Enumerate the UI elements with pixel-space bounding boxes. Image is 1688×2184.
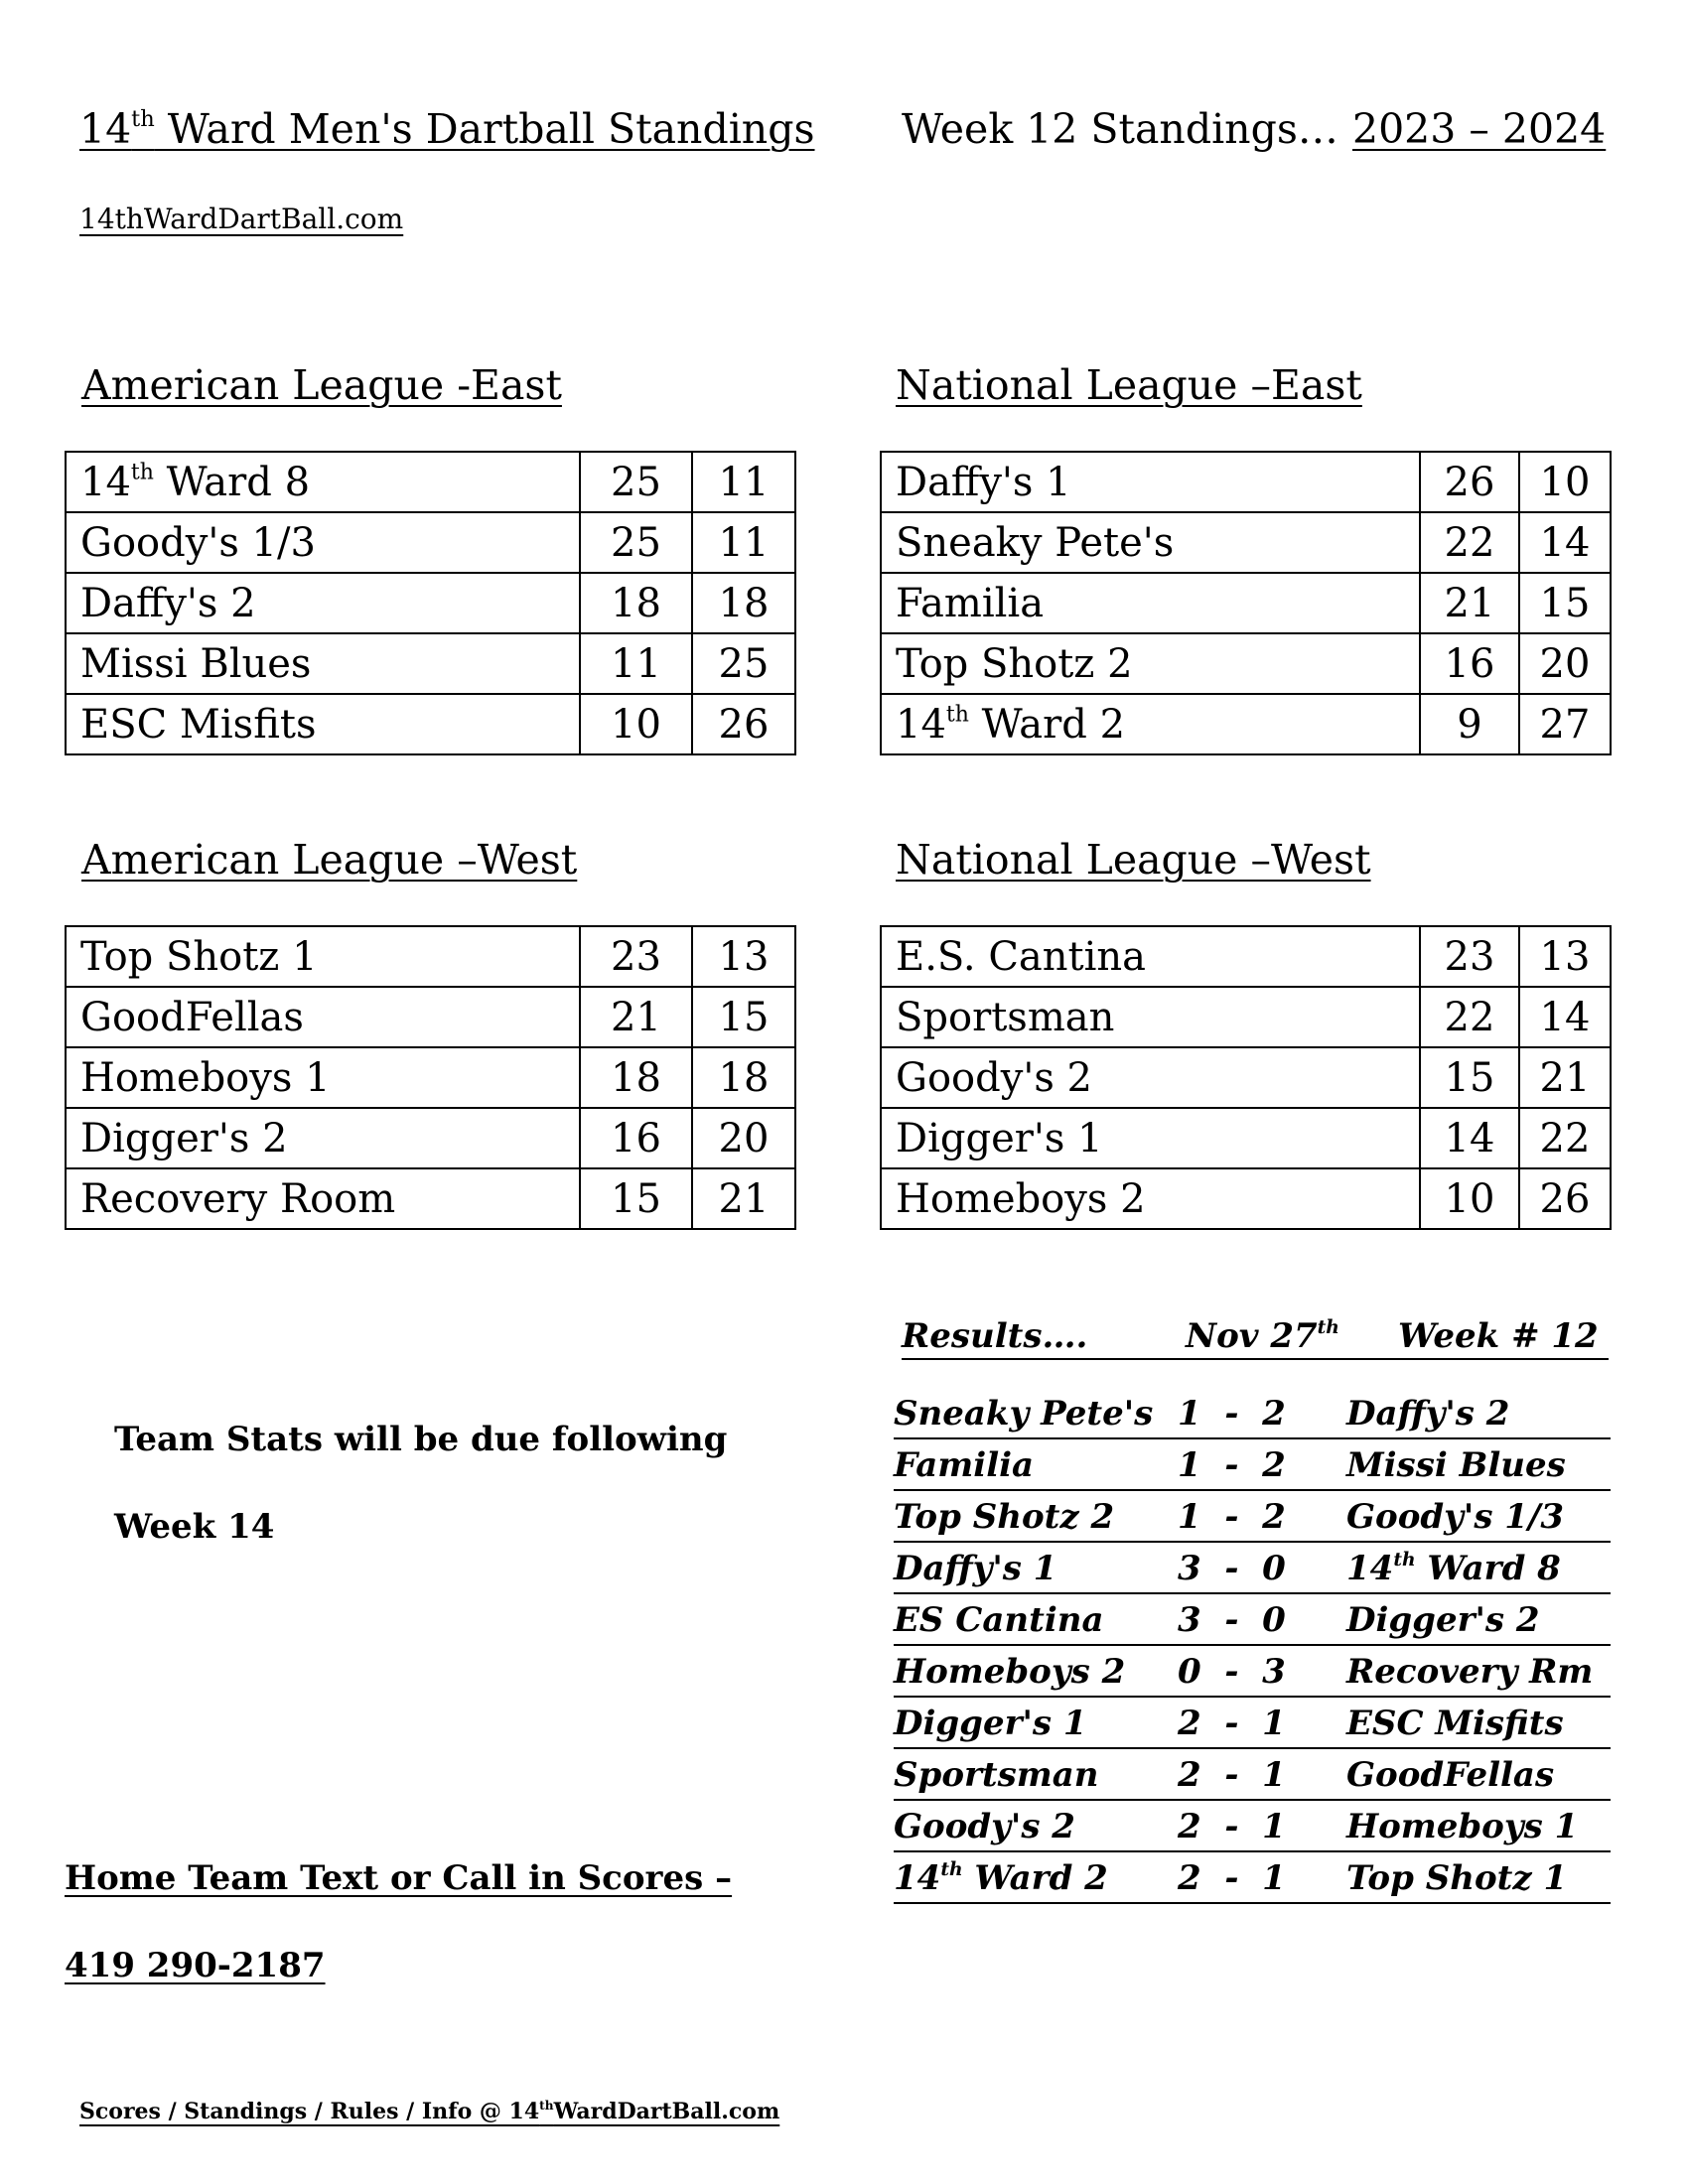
team-name: Homeboys 2 [881, 1168, 1420, 1229]
losses-cell: 20 [1519, 633, 1611, 694]
losses-cell: 20 [692, 1108, 795, 1168]
team-stats-week: Week 14 [114, 1507, 275, 1547]
table-row [66, 987, 795, 1047]
losses-cell: 22 [1519, 1108, 1611, 1168]
wins-cell: 25 [580, 512, 692, 573]
score: 2 - 1 [1178, 1755, 1286, 1795]
table-row [881, 452, 1611, 512]
results-date: Nov 27th [1186, 1315, 1339, 1356]
score: 2 - 1 [1178, 1858, 1286, 1898]
nl-west-title: National League –West [896, 836, 1371, 884]
away-team: ESC Misfits [1346, 1704, 1564, 1743]
team-name: Recovery Room [66, 1168, 580, 1229]
week-label: Week 12 Standings… [902, 105, 1338, 153]
result-row [894, 1545, 1611, 1594]
table-row [881, 926, 1611, 987]
wins-cell: 26 [1420, 452, 1519, 512]
score: 3 - 0 [1178, 1600, 1286, 1640]
table-row [66, 633, 795, 694]
team-name: 14th Ward 8 [66, 452, 580, 512]
table-row [881, 1047, 1611, 1108]
wins-cell: 18 [580, 1047, 692, 1108]
away-team: Top Shotz 1 [1346, 1858, 1568, 1898]
table-row [881, 573, 1611, 633]
wins-cell: 21 [580, 987, 692, 1047]
score: 1 - 2 [1178, 1445, 1286, 1485]
away-team: Goody's 1/3 [1346, 1497, 1565, 1537]
al-east-title: American League -East [81, 361, 562, 409]
losses-cell: 26 [692, 694, 795, 754]
results-header [902, 1316, 1609, 1360]
losses-cell: 18 [692, 573, 795, 633]
results-week: Week # 12 [1398, 1316, 1599, 1356]
home-team: 14th Ward 2 [894, 1857, 1108, 1898]
score: 3 - 0 [1178, 1549, 1286, 1588]
team-name: Familia [881, 573, 1420, 633]
losses-cell: 14 [1519, 512, 1611, 573]
team-stats-note: Team Stats will be due following [114, 1420, 728, 1459]
away-team: Homeboys 1 [1346, 1807, 1579, 1846]
wins-cell: 23 [1420, 926, 1519, 987]
team-name: Top Shotz 2 [881, 633, 1420, 694]
wins-cell: 22 [1420, 512, 1519, 573]
wins-cell: 23 [580, 926, 692, 987]
losses-cell: 27 [1519, 694, 1611, 754]
losses-cell: 15 [1519, 573, 1611, 633]
team-name: Top Shotz 1 [66, 926, 580, 987]
footer-links[interactable]: Scores / Standings / Rules / Info @ 14thWardDartBall.com [79, 2098, 780, 2124]
home-team: Sneaky Pete's [894, 1394, 1154, 1433]
wins-cell: 16 [580, 1108, 692, 1168]
team-name: Sportsman [881, 987, 1420, 1047]
home-team-note: Home Team Text or Call in Scores – [65, 1858, 733, 1898]
score: 1 - 2 [1178, 1497, 1286, 1537]
losses-cell: 26 [1519, 1168, 1611, 1229]
table-row [66, 1047, 795, 1108]
wins-cell: 15 [1420, 1047, 1519, 1108]
nl-east-title: National League –East [896, 361, 1362, 409]
nl-west-table [880, 925, 1612, 1230]
away-team: GoodFellas [1346, 1755, 1555, 1795]
team-name: ESC Misfits [66, 694, 580, 754]
losses-cell: 21 [1519, 1047, 1611, 1108]
losses-cell: 10 [1519, 452, 1611, 512]
wins-cell: 15 [580, 1168, 692, 1229]
away-team: Missi Blues [1346, 1445, 1566, 1485]
table-row [66, 926, 795, 987]
result-row [894, 1854, 1611, 1904]
table-row [66, 452, 795, 512]
score: 2 - 1 [1178, 1704, 1286, 1743]
home-team: Digger's 1 [894, 1704, 1087, 1743]
wins-cell: 11 [580, 633, 692, 694]
losses-cell: 15 [692, 987, 795, 1047]
phone-number[interactable]: 419 290-2187 [65, 1946, 326, 1985]
home-team: Daffy's 1 [894, 1549, 1057, 1588]
losses-cell: 11 [692, 452, 795, 512]
wins-cell: 18 [580, 573, 692, 633]
wins-cell: 25 [580, 452, 692, 512]
team-name: Missi Blues [66, 633, 580, 694]
wins-cell: 10 [1420, 1168, 1519, 1229]
table-row [66, 1108, 795, 1168]
result-row [894, 1751, 1611, 1801]
al-west-table [65, 925, 796, 1230]
wins-cell: 10 [580, 694, 692, 754]
losses-cell: 14 [1519, 987, 1611, 1047]
team-name: Goody's 1/3 [66, 512, 580, 573]
team-name: Daffy's 2 [66, 573, 580, 633]
score: 2 - 1 [1178, 1807, 1286, 1846]
wins-cell: 21 [1420, 573, 1519, 633]
away-team: 14th Ward 8 [1346, 1548, 1561, 1588]
home-team: Top Shotz 2 [894, 1497, 1115, 1537]
losses-cell: 13 [1519, 926, 1611, 987]
losses-cell: 21 [692, 1168, 795, 1229]
wins-cell: 16 [1420, 633, 1519, 694]
losses-cell: 25 [692, 633, 795, 694]
wins-cell: 9 [1420, 694, 1519, 754]
home-team: Familia [894, 1445, 1035, 1485]
table-row [66, 1168, 795, 1229]
home-team: Homeboys 2 [894, 1652, 1126, 1692]
away-team: Daffy's 2 [1346, 1394, 1510, 1433]
table-row [66, 694, 795, 754]
nl-east-table [880, 451, 1612, 755]
home-team: Goody's 2 [894, 1807, 1075, 1846]
home-team: ES Cantina [894, 1600, 1104, 1640]
losses-cell: 18 [692, 1047, 795, 1108]
score: 0 - 3 [1178, 1652, 1286, 1692]
page-title: 14th Ward Men's Dartball Standings [79, 105, 815, 153]
team-name: Sneaky Pete's [881, 512, 1420, 573]
al-west-title: American League –West [81, 836, 578, 884]
home-team: Sportsman [894, 1755, 1099, 1795]
result-row [894, 1390, 1611, 1439]
result-row [894, 1648, 1611, 1698]
team-name: E.S. Cantina [881, 926, 1420, 987]
team-name: Homeboys 1 [66, 1047, 580, 1108]
team-name: GoodFellas [66, 987, 580, 1047]
season-label: 2023 – 2024 [1352, 105, 1607, 153]
away-team: Digger's 2 [1346, 1600, 1540, 1640]
score: 1 - 2 [1178, 1394, 1286, 1433]
website-link[interactable]: 14thWardDartBall.com [79, 203, 404, 235]
results-label: Results…. [902, 1316, 1088, 1356]
result-row [894, 1700, 1611, 1749]
team-name: Daffy's 1 [881, 452, 1420, 512]
table-row [66, 512, 795, 573]
team-name: Digger's 1 [881, 1108, 1420, 1168]
wins-cell: 22 [1420, 987, 1519, 1047]
result-row [894, 1596, 1611, 1646]
result-row [894, 1493, 1611, 1543]
table-row [881, 1168, 1611, 1229]
table-row [881, 1108, 1611, 1168]
wins-cell: 14 [1420, 1108, 1519, 1168]
table-row [881, 633, 1611, 694]
losses-cell: 11 [692, 512, 795, 573]
away-team: Recovery Rm [1346, 1652, 1594, 1692]
result-row [894, 1803, 1611, 1852]
team-name: Goody's 2 [881, 1047, 1420, 1108]
result-row [894, 1441, 1611, 1491]
table-row [881, 694, 1611, 754]
team-name: Digger's 2 [66, 1108, 580, 1168]
team-name: 14th Ward 2 [881, 694, 1420, 754]
losses-cell: 13 [692, 926, 795, 987]
table-row [881, 512, 1611, 573]
table-row [66, 573, 795, 633]
table-row [881, 987, 1611, 1047]
al-east-table [65, 451, 796, 755]
